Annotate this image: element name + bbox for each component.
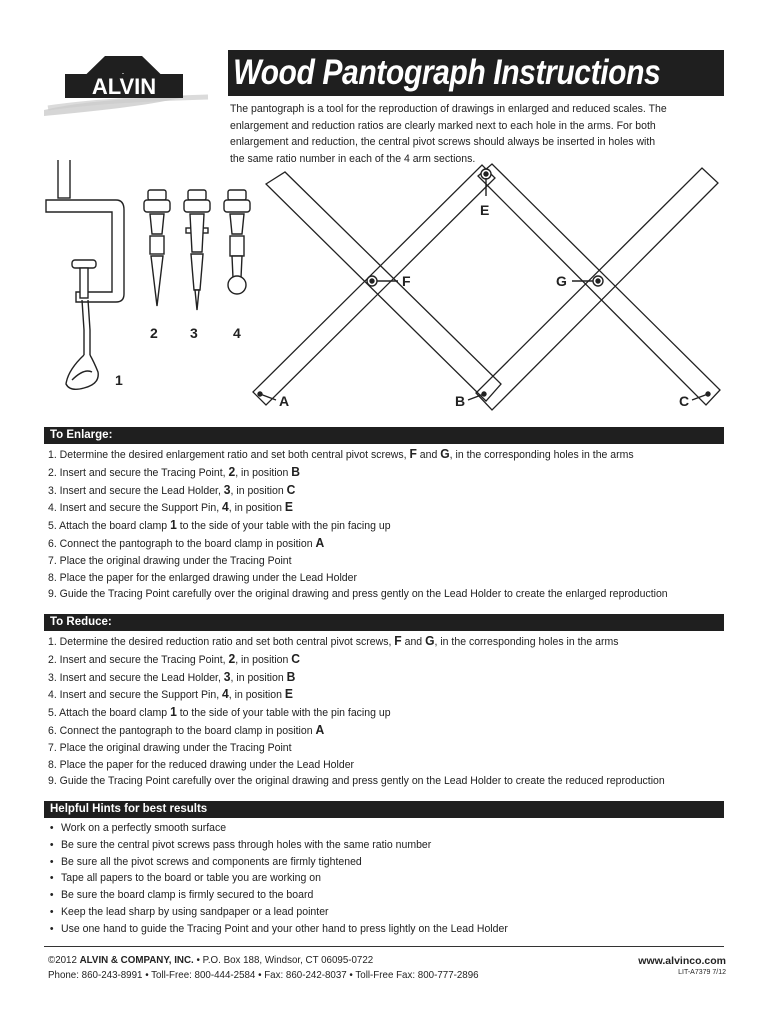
step-highlight: 2 — [228, 650, 236, 666]
hint-item: • Be sure the board clamp is firmly secured to the board — [48, 887, 690, 904]
step-highlight: C — [291, 650, 301, 666]
step-highlight: B — [286, 668, 296, 684]
step-text: , in position — [230, 484, 287, 497]
step-highlight: 1 — [170, 517, 177, 533]
step-text: 6. Connect the pantograph to the board clamp in position — [48, 537, 316, 550]
step-item — [48, 553, 690, 570]
step-text: 1. Determine the desired enlargement ratio and set both central pivot screws, — [48, 449, 410, 461]
company-name: ALVIN & COMPANY, INC. — [79, 954, 194, 966]
step-highlight: 3 — [223, 668, 231, 684]
reduce-heading: To Reduce: — [44, 614, 724, 631]
hint-item: • Keep the lead sharp by using sandpaper or a lead pointer — [48, 904, 690, 921]
position-label-f: F — [402, 273, 411, 289]
board-clamp-drawing — [46, 160, 124, 389]
reduce-steps — [48, 633, 738, 790]
hint-item: • Be sure all the pivot screws and components are firmly tightened — [48, 854, 690, 871]
hint-item: • Work on a perfectly smooth surface — [48, 820, 690, 837]
step-text: to the side of your table with the pin facing up — [176, 520, 391, 533]
step-highlight: 4 — [222, 686, 229, 702]
literature-code: LIT-A7379 7/12 — [678, 969, 726, 976]
step-item — [48, 686, 690, 704]
step-highlight: B — [291, 463, 301, 479]
website-link[interactable]: www.alvinco.com — [638, 955, 726, 967]
part-number-3: 3 — [190, 325, 198, 341]
hints-heading: Helpful Hints for best results — [44, 801, 724, 818]
address: • P.O. Box 188, Windsor, CT 06095-0722 — [193, 954, 374, 966]
step-text: 9. Guide the Tracing Point carefully over the original drawing and press gently on the Lead Holder to create the reduced reproduction — [48, 775, 665, 788]
step-highlight: G — [440, 446, 450, 461]
step-item — [48, 482, 690, 500]
part-number-2: 2 — [150, 325, 158, 341]
step-item — [48, 722, 690, 740]
footer-web — [638, 955, 726, 976]
step-highlight: E — [284, 499, 293, 515]
position-label-g: G — [556, 273, 567, 289]
step-text: 3. Insert and secure the Lead Holder, — [48, 671, 224, 684]
step-text: 4. Insert and secure the Support Pin, — [48, 502, 223, 515]
footer-contact — [48, 953, 479, 982]
step-item — [48, 773, 690, 790]
step-text: 7. Place the original drawing under the Tracing Point — [48, 741, 292, 754]
step-text: and — [401, 636, 426, 648]
pantograph-arms — [253, 164, 720, 410]
step-text: 5. Attach the board clamp — [48, 707, 171, 720]
position-label-b: B — [455, 393, 466, 409]
step-text: 2. Insert and secure the Tracing Point, — [48, 653, 229, 666]
part-number-4: 4 — [233, 325, 241, 341]
hint-item: • Use one hand to guide the Tracing Point and your other hand to press lightly on the Lead Holder — [48, 921, 690, 938]
pantograph-illustration — [0, 160, 770, 420]
copyright: ©2012 — [48, 954, 80, 966]
step-text: to the side of your table with the pin facing up — [176, 707, 391, 720]
position-label-e: E — [480, 202, 490, 218]
position-label-c: C — [679, 393, 690, 409]
step-highlight: C — [286, 481, 296, 497]
step-text: , in position — [235, 466, 292, 479]
step-text: 8. Place the paper for the enlarged drawing under the Lead Holder — [48, 571, 357, 584]
logo-text: ALVIN — [91, 74, 157, 99]
lead-holder-drawing — [184, 190, 210, 310]
enlarge-steps — [48, 446, 738, 603]
footer-divider — [44, 946, 724, 947]
step-text: , in position — [228, 689, 285, 702]
step-highlight: 1 — [170, 704, 177, 720]
step-highlight: F — [394, 633, 402, 648]
part-number-1: 1 — [115, 372, 123, 388]
hint-item: • Be sure the central pivot screws pass through holes with the same ratio number — [48, 837, 690, 854]
step-item — [48, 757, 690, 774]
step-text: , in position — [235, 653, 292, 666]
tracing-point-drawing — [144, 190, 170, 306]
step-item — [48, 740, 690, 757]
step-text: , in position — [230, 671, 287, 684]
step-text: 5. Attach the board clamp — [48, 520, 171, 533]
step-text: 1. Determine the desired reduction ratio and set both central pivot screws, — [48, 636, 395, 648]
step-highlight: E — [284, 686, 293, 702]
step-item — [48, 499, 690, 517]
hint-item: • Tape all papers to the board or table you are working on — [48, 870, 690, 887]
step-text: , in the corresponding holes in the arms — [449, 449, 634, 461]
step-item — [48, 446, 690, 464]
title-banner — [228, 50, 724, 96]
position-label-a: A — [279, 393, 290, 409]
step-item — [48, 633, 690, 651]
step-text: 9. Guide the Tracing Point carefully over the original drawing and press gently on the Lead Holder to create the enlarged reproduction — [48, 588, 668, 601]
intro-paragraph: The pantograph is a tool for the reproduction of drawings in enlarged and reduced scales. The enlargement and reduction ratios are clearly marked next to each hole in the arms. For both enlargement and reduction, the central pivot screws should always be inserted in holes with the same ratio number in each of the 4 arm sections. — [230, 103, 667, 165]
phone-numbers: Phone: 860-243-8991 • Toll-Free: 800-444-2584 • Fax: 860-242-8037 • Toll-Free Fax: 800-777-2896 — [48, 968, 479, 981]
step-item — [48, 464, 690, 482]
hints-list — [48, 820, 738, 938]
step-highlight: G — [425, 633, 435, 648]
step-text: and — [416, 449, 441, 461]
step-item — [48, 517, 690, 535]
step-text: 7. Place the original drawing under the Tracing Point — [48, 554, 292, 567]
step-text: , in position — [228, 502, 285, 515]
step-item — [48, 651, 690, 669]
step-text: 8. Place the paper for the reduced drawing under the Lead Holder — [48, 758, 355, 771]
step-text: , in the corresponding holes in the arms — [434, 636, 619, 648]
step-item — [48, 704, 690, 722]
step-item — [48, 570, 690, 587]
step-text: 3. Insert and secure the Lead Holder, — [48, 484, 224, 497]
step-text: 4. Insert and secure the Support Pin, — [48, 689, 223, 702]
step-text: 2. Insert and secure the Tracing Point, — [48, 466, 229, 479]
step-item — [48, 669, 690, 687]
step-highlight: 4 — [222, 499, 229, 515]
step-highlight: A — [315, 721, 325, 737]
step-item — [48, 535, 690, 553]
step-highlight: 2 — [228, 463, 236, 479]
step-highlight: A — [315, 534, 325, 550]
step-highlight: F — [409, 446, 417, 461]
step-highlight: 3 — [223, 481, 231, 497]
page-title: Wood Pantograph Instructions — [233, 53, 661, 92]
alvin-logo — [38, 52, 238, 122]
step-text: 6. Connect the pantograph to the board clamp in position — [48, 724, 316, 737]
support-pin-drawing — [224, 190, 250, 294]
enlarge-heading: To Enlarge: — [44, 427, 724, 444]
step-item — [48, 586, 690, 603]
